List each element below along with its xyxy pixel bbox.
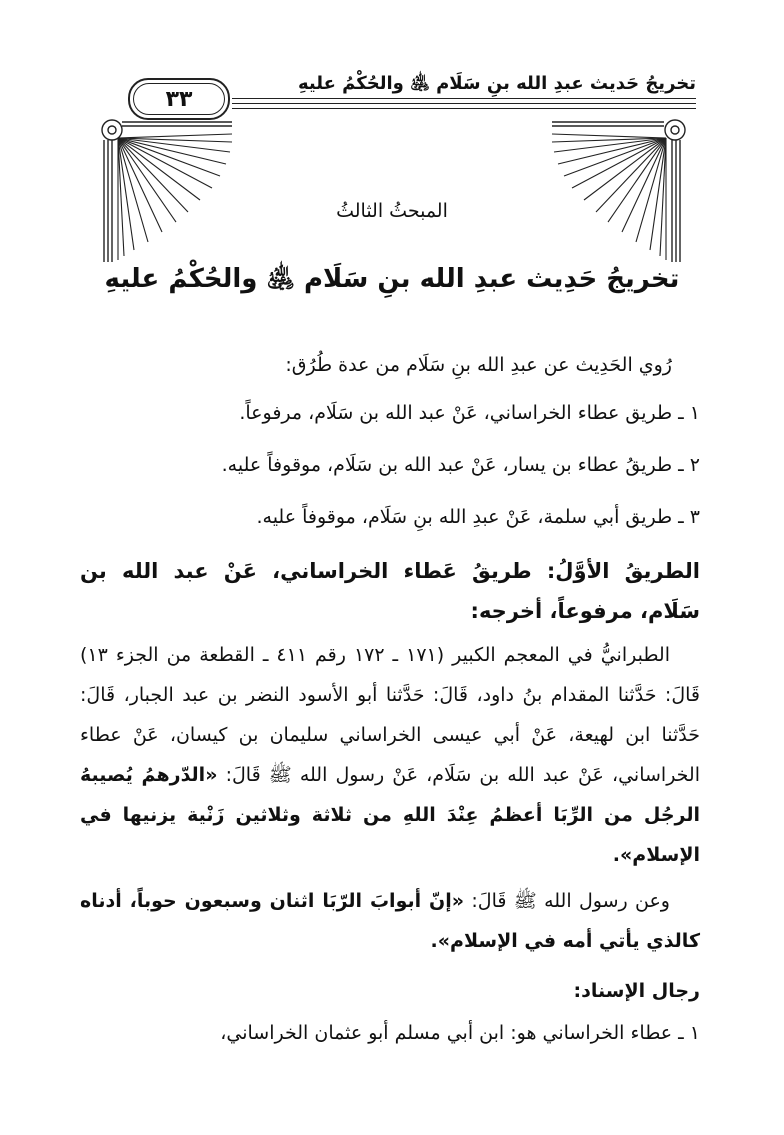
hadith-quote: «الدّرهمُ يُصيبهُ الرجُل من الرِّبَا أعظمُ عِنْدَ اللهِ من ثلاثة وثلاثين زَنْية يزنيها في الإسلام». <box>80 764 700 866</box>
right-rosette-icon <box>665 120 685 140</box>
route-list-item: ٢ ـ طريقُ عطاء بن يسار، عَنْ عبد الله بن سَلَام، موقوفاً عليه. <box>221 454 700 476</box>
hadith-quote: «إنّ أبوابَ الرّبَا اثنان وسبعون حوباً، أدناه كالذي يأتي أمه في الإسلام». <box>80 890 700 952</box>
narrators-heading: رجال الإسناد: <box>573 980 700 1002</box>
isnad-text: وعن رسول الله ﷺ قَالَ: <box>471 890 670 912</box>
page-number: ٣٣ <box>165 86 193 112</box>
left-rosette-icon <box>102 120 122 140</box>
decorative-frame-ornament <box>0 0 784 300</box>
running-header-title: تخريجُ حَديث عبدِ الله بنِ سَلَام ﵁ والحُكْمُ عليهِ <box>298 73 696 94</box>
isnad-text: الطبرانيُّ في المعجم الكبير (١٧١ ـ ١٧٢ رقم ٤١١ ـ القطعة من الجزء ١٣) قَالَ: حَدَّثنا المقدام بنُ داود، قَالَ: حَدَّثنا أبو الأسود النضر بن عبد الجبار، قَالَ: حَدَّثنا ابن لهيعة، عَنْ أبي عيسى الخراساني سليمان بن كيسان، عَنْ عطاء الخراساني، عَنْ عبد الله بن سَلَام، عَنْ رسول الله ﷺ قَالَ: <box>80 644 701 786</box>
narrator-list-item: ١ ـ عطاء الخراساني هو: ابن أبي مسلم أبو عثمان الخراساني، <box>220 1022 700 1044</box>
route-list-item: ٣ ـ طريق أبي سلمة، عَنْ عبدِ الله بنِ سَلَام، موقوفاً عليه. <box>256 506 700 528</box>
hadith-paragraph-2 <box>80 881 700 961</box>
hadith-paragraph-1 <box>80 635 700 875</box>
route-list-item: ١ ـ طريق عطاء الخراساني، عَنْ عبد الله بن سَلَام، مرفوعاً. <box>239 402 700 424</box>
body-text <box>80 345 700 1053</box>
intro-paragraph: رُوي الحَدِيث عن عبدِ الله بنِ سَلَام من عدة طُرُق: <box>285 354 672 376</box>
first-route-heading: الطريقُ الأوَّلُ: طريقُ عَطاء الخراساني، عَنْ عبد الله بن سَلَام، مرفوعاً، أخرجه: <box>80 559 700 623</box>
chapter-title: تخريجُ حَدِيث عبدِ الله بنِ سَلَام ﵁ والحُكْمُ عليهِ <box>104 264 680 294</box>
section-label: المبحثُ الثالثُ <box>336 200 448 222</box>
